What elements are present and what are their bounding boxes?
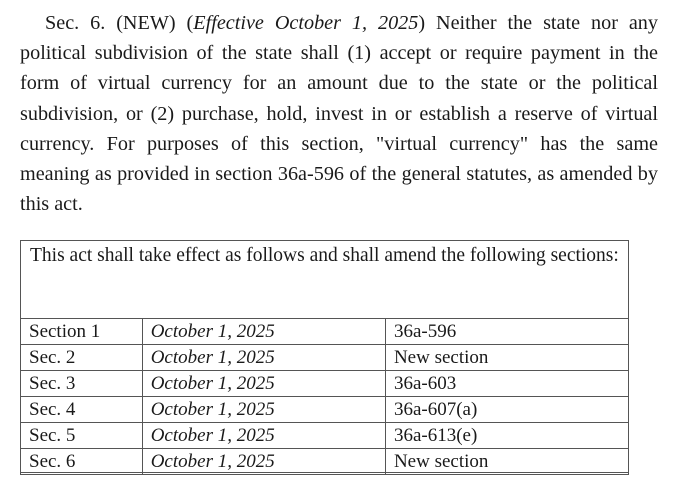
date-cell: October 1, 2025 (142, 371, 385, 397)
section-cell: Sec. 3 (21, 371, 143, 397)
amends-cell: 36a-607(a) (385, 397, 628, 423)
table-row (21, 397, 629, 423)
amends-cell: 36a-613(e) (385, 423, 628, 449)
amends-cell: New section (385, 345, 628, 371)
section-6-body: ) Neither the state nor any political subdivision of the state shall (1) accept or require payment in the form of virtual currency for an amount due to the state or the political subdivision, or (2) purchase, hold, invest in or establish a reserve of virtual currency. For purposes of this section, "virtual currency" has the same meaning as provided in section 36a-596 of the general statutes, as amended by this act. (20, 12, 658, 216)
section-cell: Sec. 2 (21, 345, 143, 371)
date-cell: October 1, 2025 (142, 397, 385, 423)
section-6-paragraph (20, 8, 658, 219)
section-cell: Sec. 6 (21, 449, 143, 475)
table-row (21, 371, 629, 397)
amends-cell: 36a-603 (385, 371, 628, 397)
date-cell: October 1, 2025 (142, 319, 385, 345)
table-row (21, 449, 629, 475)
amends-cell: 36a-596 (385, 319, 628, 345)
date-cell: October 1, 2025 (142, 449, 385, 475)
table-row (21, 319, 629, 345)
date-cell: October 1, 2025 (142, 345, 385, 371)
effective-date-note: Effective October 1, 2025 (193, 12, 419, 34)
section-cell: Sec. 5 (21, 423, 143, 449)
effective-dates-intro: This act shall take effect as follows and shall amend the following sections: (30, 245, 619, 266)
effective-dates-table (20, 318, 629, 475)
section-cell: Sec. 4 (21, 397, 143, 423)
effective-dates-box (20, 240, 629, 473)
date-cell: October 1, 2025 (142, 423, 385, 449)
section-cell: Section 1 (21, 319, 143, 345)
amends-cell: New section (385, 449, 628, 475)
table-row (21, 345, 629, 371)
table-row (21, 423, 629, 449)
section-6-lead: Sec. 6. (NEW) ( (45, 12, 194, 34)
